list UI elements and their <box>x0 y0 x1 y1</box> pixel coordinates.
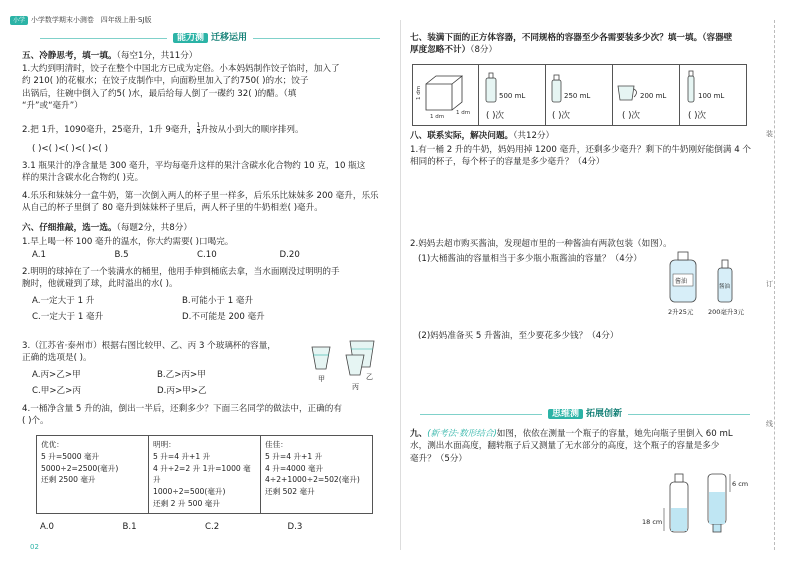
part6-q4: 4.一桶净含量 5 升的油，倒出一半后，还剩多少？下面三名同学的做法中，正确的有 ( )个。 <box>22 404 342 427</box>
part5-q2-blank: ( )<( )<( )<( )<( ) <box>32 144 108 154</box>
item-100-blank: ( )次 <box>688 111 707 121</box>
part7-heading: 七、装满下面的正方体容器，不同规格的容器至少各需要装多少次？填一填。（容器壁 厚度忽略不计）（8分） <box>410 33 733 56</box>
header-grade: 四年级上册·SJ版 <box>100 16 152 24</box>
tube-100-icon <box>682 68 744 106</box>
binding-line <box>774 20 775 550</box>
part5-q1: 1.大约到明清时，饺子在整个中国北方已成为定俗。小本妈妈制作饺子馅时，加入了 约 210( )的花椒水；在饺子皮制作中，向面粉里加入了约750( )的水；饺子 出锅后，往碗中倒入了约5( )水，最后给每人倒了一碟约 32( )的醋。（填 “升”或“毫升”） <box>22 64 340 112</box>
big-bottle-icon <box>670 252 696 302</box>
part6-q3: 3.（江苏省·泰州市）根据右图比较甲、乙、丙 3 个玻璃杯的容量， 正确的选项是( )。 <box>22 341 276 364</box>
section-bar-ability <box>40 32 380 45</box>
item-200-blank: ( )次 <box>622 111 641 121</box>
item-500-blank: ( )次 <box>486 111 505 121</box>
item-250-label: 250 mL <box>564 92 591 100</box>
svg-text:1 dm: 1 dm <box>456 110 471 116</box>
item-250-blank: ( )次 <box>552 111 571 121</box>
part8-q2: 2.妈妈去超市购买酱油，发现超市里的一种酱油有两款包装（如图）。 <box>410 239 672 249</box>
part6-q2-choices: A.一定大于 1 升 B.可能小于 1 毫升 C.一定大于 1 毫升 D.不可能是 200 毫升 <box>32 296 265 322</box>
header <box>10 14 152 26</box>
header-badge: 小学 <box>10 16 28 25</box>
item-200-label: 200 mL <box>640 92 667 100</box>
section-subtitle: 迁移运用 <box>211 33 248 44</box>
margin-mark-zhuang: 装 <box>766 130 773 138</box>
method-jiajia: 佳佳： 5 升=4 升+1 升 4 升=4000 毫升 4÷2+1000÷2=502(毫升) 还剩 502 毫升 <box>261 436 373 514</box>
label-yi: 乙 <box>366 373 373 381</box>
cube-edge-label: 1 dm <box>416 85 422 100</box>
margin-mark-ding: 订 <box>766 280 773 288</box>
soy-sauce-illustration <box>660 246 760 318</box>
small-bottle-price: 200毫升3元 <box>708 308 745 316</box>
part6-heading: 六、仔细推敲，选一选。（每题2分，共8分） <box>22 223 192 233</box>
methods-table <box>36 435 373 514</box>
part6-q4-choices: A.0 B.1 C.2 D.3 <box>40 522 303 532</box>
upright-bottle <box>664 474 688 532</box>
part6-q1-choices: A.1 B.5 C.10 D.20 <box>32 250 300 260</box>
margin-mark-xian: 线 <box>766 420 773 428</box>
method-youyou: 优优： 5 升=5000 毫升 5000÷2=2500(毫升) 还剩 2500 毫升 <box>37 436 149 514</box>
big-bottle-label: 酱油 <box>675 278 688 285</box>
bottle-500-icon <box>482 70 536 106</box>
part8-q1: 1.有一桶 2 升的牛奶，妈妈用掉 1200 毫升，还剩多少毫升？剩下的牛奶刚好能倒满 4 个 相同的杯子，每个杯子的容量是多少毫升？（4分） <box>410 145 751 168</box>
part9-question: 九、(新考法·数形结合)如图，依依在测量一个瓶子的容量，她先向瓶子里倒入 60 mL 水，测出水面高度，翻转瓶子后又测量了无水部分的高度，这个瓶子的容量是多少 毫升？（5分） <box>410 429 733 464</box>
inverted-bottle <box>708 474 730 532</box>
label-jia: 甲 <box>318 375 325 383</box>
glasses-illustration <box>300 335 390 395</box>
cube-icon <box>414 66 478 124</box>
label-bing: 丙 <box>352 383 359 391</box>
glass-jia <box>312 347 330 369</box>
bottle-250-icon <box>548 70 608 106</box>
small-bottle-icon <box>718 260 732 302</box>
part6-q1: 1.早上喝一杯 100 毫升的温水，你大约需要( )口喝完。 <box>22 237 234 247</box>
label-18cm: 18 cm <box>642 518 663 526</box>
small-bottle-label: 酱油 <box>719 284 731 290</box>
glass-bing <box>346 355 364 375</box>
item-100-label: 100 mL <box>698 92 725 100</box>
cup-200-icon <box>614 70 678 106</box>
part5-q2: 2.把 1升，1090毫升，25毫升，1升 9毫升， $\frac{1}{4}$ 升按从小到大的顺序排列。 <box>22 122 304 136</box>
big-bottle-price: 2升25元 <box>668 308 694 316</box>
item-500-label: 500 mL <box>499 92 526 100</box>
section-title-2: 思维测 <box>548 409 583 419</box>
part5-q4: 4.乐乐和妹妹分一盒牛奶，第一次倒入两人的杯子里一样多，后乐乐比妹妹多 200 毫升，乐乐 从自己的杯子里倒了 80 毫升到妹妹杯子里后，两人杯子里的牛奶相差( )毫升。 <box>22 191 379 214</box>
section-subtitle-2: 拓展创新 <box>586 409 623 420</box>
svg-text:1 dm: 1 dm <box>430 114 445 120</box>
part6-q3-choices: A.丙>乙>甲 B.乙>丙>甲 C.甲>乙>丙 D.丙>甲>乙 <box>32 370 207 396</box>
part5-q3: 3.1 瓶果汁的净含量是 300 毫升，平均每毫升这样的果汁含碳水化合物约 10 克，10 瓶这 样的果汁含碳水化合物约( )克。 <box>22 161 366 184</box>
part5-heading: 五、冷静思考，填一填。（每空1分，共11分） <box>22 51 198 61</box>
bottle-measure-illustration <box>640 468 760 538</box>
part8-heading: 八、联系实际，解决问题。（共12分） <box>410 131 555 141</box>
part8-q2-2: (2)妈妈准备买 5 升酱油，至少要花多少钱？（4分） <box>418 331 619 341</box>
section-bar-thinking <box>420 408 750 421</box>
method-mingming: 明明： 5 升=4 升+1 升 4 升÷2=2 升 1升=1000 毫升 1000÷2=500(毫升) 还剩 2 升 500 毫升 <box>149 436 261 514</box>
page-divider <box>400 20 401 550</box>
section-title: 能力测 <box>173 33 208 43</box>
label-6cm: 6 cm <box>732 480 749 488</box>
page-number: 02 <box>30 543 39 551</box>
part8-q2-1: (1)大桶酱油的容量相当于多少瓶小瓶酱油的容量？（4分） <box>418 254 642 264</box>
header-series: 小学数学期末小测卷 <box>30 16 94 24</box>
part6-q2: 2.明明的球掉在了一个装满水的桶里，他用手伸到桶底去拿，当水面刚没过明明的手 腕时，他就碰到了球，此时溢出的水( )。 <box>22 267 340 290</box>
